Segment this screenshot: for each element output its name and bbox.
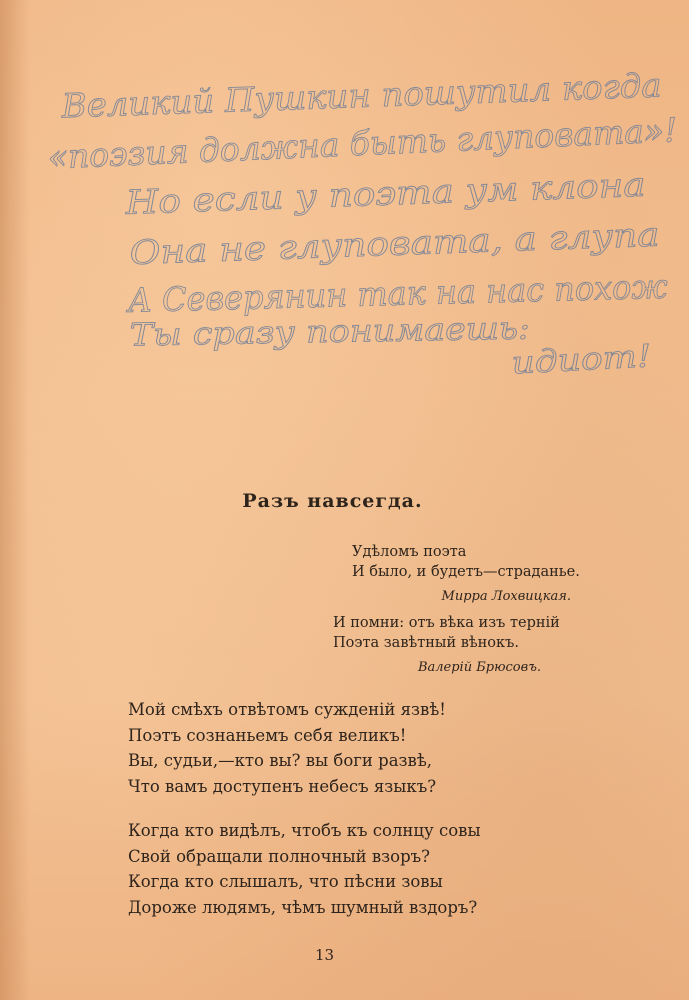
handwritten-line: Но если у поэта ум клона [125,166,586,222]
poem-line: Свой обращали полночный взоръ? [128,846,431,866]
epigraph-line: И было, и будетъ—страданье. [352,564,580,580]
handwritten-line: Великий Пушкин пошутил когда [61,66,646,126]
handwritten-note [0,0,689,400]
epigraph [352,542,597,607]
poem-line: Вы, судьи,—кто вы? вы боги развѣ, [128,751,433,770]
handwritten-line: Ты сразу понимаешь: [129,311,485,354]
poem-title: Разъ навсегда. [242,490,423,512]
poem-line: Мой смѣхъ отвѣтомъ сужденій язвѣ! [128,700,446,719]
poem-line: Когда кто слышалъ, что пѣсни зовы [128,872,443,891]
epigraph-author: Валерій Брюсовъ. [417,660,541,675]
poem-line: Что вамъ доступенъ небесъ языкъ? [128,776,437,796]
poem-stanza [128,818,481,920]
page-number: 13 [314,946,335,964]
handwritten-line: идиот! [510,339,633,382]
epigraph-author: Мирра Лохвицкая. [441,589,571,604]
handwritten-line: «поэзия должна быть глуповата»! [46,110,679,177]
epigraph-line: Удѣломъ поэта [352,544,467,560]
epigraph-line: И помни: отъ вѣка изъ терній [333,615,560,631]
poem-line: Дороже людямъ, чѣмъ шумный вздоръ? [128,897,478,917]
epigraph [333,613,593,678]
poem-line: Поэтъ сознаньемъ себя великъ! [128,725,407,745]
poem-stanza [128,697,446,799]
handwritten-line: А Северянин так на нас похож [127,266,686,320]
epigraph-line: Поэта завѣтный вѣнокъ. [333,635,519,651]
poem-line: Когда кто видѣлъ, чтобъ къ солнцу совы [128,821,481,840]
handwritten-line: Она не глуповата, а глупа [129,216,598,273]
